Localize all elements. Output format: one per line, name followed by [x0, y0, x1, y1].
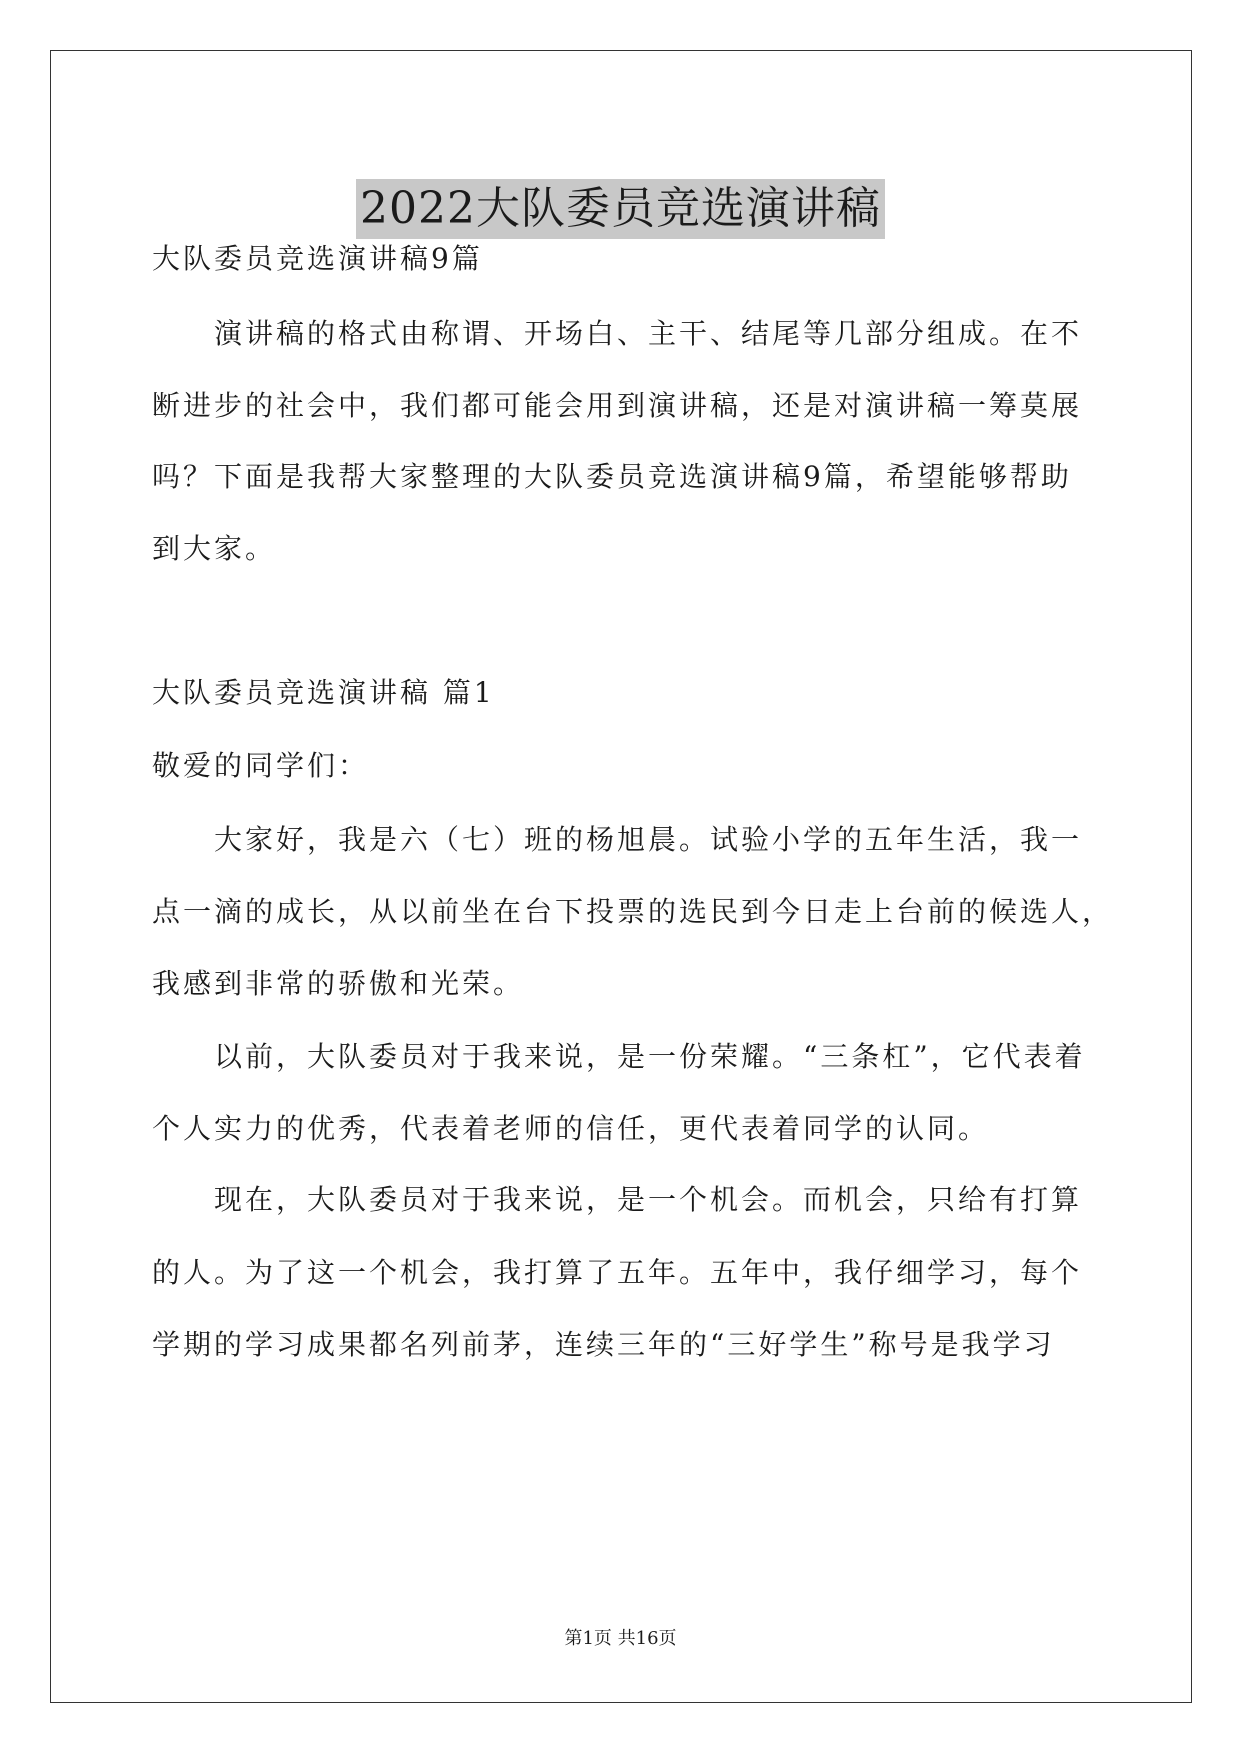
salutation: 敬爱的同学们：: [152, 749, 370, 782]
document-subtitle: 大队委员竞选演讲稿9篇: [152, 242, 483, 275]
body-line: 个人实力的优秀，代表着老师的信任，更代表着同学的认同。: [152, 1112, 990, 1145]
intro-line: 演讲稿的格式由称谓、开场白、主干、结尾等几部分组成。在不: [214, 317, 1083, 350]
body-line: 点一滴的成长，从以前坐在台下投票的选民到今日走上台前的候选人，: [152, 895, 1114, 928]
body-line: 学期的学习成果都名列前茅，连续三年的“三好学生”称号是我学习: [152, 1328, 1055, 1361]
intro-line: 到大家。: [152, 532, 277, 565]
intro-line: 断进步的社会中，我们都可能会用到演讲稿，还是对演讲稿一筹莫展: [152, 389, 1083, 422]
page-border: [50, 50, 1192, 1703]
body-line: 以前，大队委员对于我来说，是一份荣耀。“三条杠”，它代表着: [214, 1040, 1086, 1073]
intro-line: 吗？下面是我帮大家整理的大队委员竞选演讲稿9篇，希望能够帮助: [152, 460, 1072, 493]
body-line: 大家好，我是六（七）班的杨旭晨。试验小学的五年生活，我一: [214, 823, 1083, 856]
page-number: 第1页 共16页: [564, 1628, 677, 1649]
body-line: 的人。为了这一个机会，我打算了五年。五年中，我仔细学习，每个: [152, 1256, 1083, 1289]
body-line: 我感到非常的骄傲和光荣。: [152, 967, 525, 1000]
document-title: 2022大队委员竞选演讲稿: [356, 179, 885, 239]
body-line: 现在，大队委员对于我来说，是一个机会。而机会，只给有打算: [214, 1183, 1083, 1216]
section-heading: 大队委员竞选演讲稿 篇1: [152, 676, 495, 709]
